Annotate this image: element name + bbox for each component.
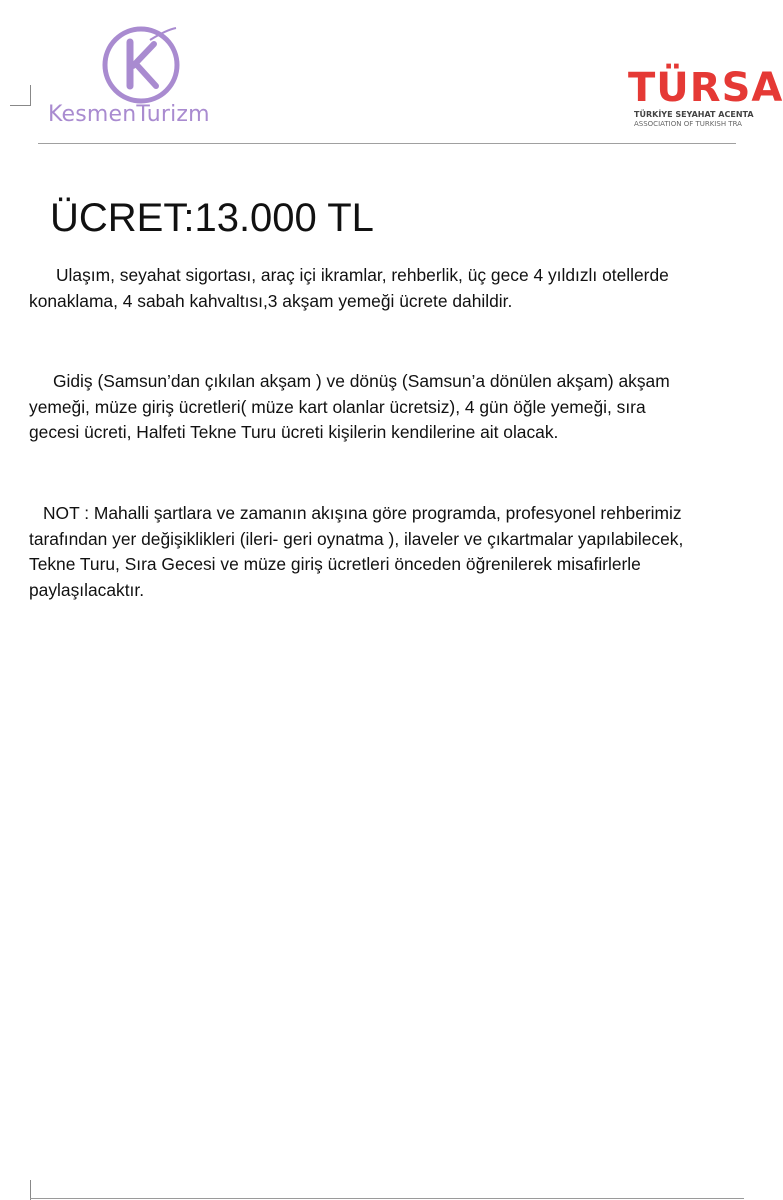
tursab-logo (628, 62, 783, 142)
paragraph-line: Tekne Turu, Sıra Gecesi ve müze giriş ücretleri önceden öğrenilerek misafirlerle (29, 554, 641, 574)
crop-mark-bottom-left (10, 1180, 31, 1200)
included-services-paragraph (29, 263, 741, 314)
paragraph-line: yemeği, müze giriş ücretleri( müze kart olanlar ücretsiz), 4 gün öğle yemeği, sıra (29, 396, 646, 417)
kesmen-turizm-logo (48, 24, 228, 132)
paragraph-line: Ulaşım, seyahat sigortası, araç içi ikramlar, rehberlik, üç gece 4 yıldızlı otellerde (56, 265, 669, 285)
paragraph-line: gecesi ücreti, Halfeti Tekne Turu ücreti kişilerin kendilerine ait olacak. (29, 422, 559, 442)
excluded-services-paragraph (29, 369, 741, 446)
page-bottom-edge (30, 1198, 744, 1199)
note-paragraph (29, 501, 741, 603)
paragraph-line: tarafından yer değişiklikleri (ileri- geri oynatma ), ilaveler ve çıkartmalar yapılabilecek, (29, 528, 684, 549)
brand-name: KesmenTurizm (48, 102, 210, 127)
paragraph-line: paylaşılacaktır. (29, 579, 145, 600)
paragraph-line: NOT : Mahalli şartlara ve zamanın akışına göre programda, profesyonel rehberimiz (43, 503, 682, 523)
tursab-subtitle-tr: TÜRKİYE SEYAHAT ACENTA (634, 110, 754, 119)
kesmen-k-circle-logo-icon (100, 24, 182, 106)
paragraph-line: Gidiş (Samsun’dan çıkılan akşam ) ve dönüş (Samsun’a dönülen akşam) akşam (53, 371, 670, 391)
tursab-subtitle-en: ASSOCIATION OF TURKISH TRA (634, 120, 742, 128)
tursab-wordmark: TÜRSA (628, 65, 783, 111)
crop-mark-top-left (10, 85, 31, 106)
header-divider (38, 143, 736, 144)
price-heading: ÜCRET:13.000 TL (50, 196, 374, 240)
paragraph-line: konaklama, 4 sabah kahvaltısı,3 akşam yemeği ücrete dahildir. (29, 290, 513, 311)
